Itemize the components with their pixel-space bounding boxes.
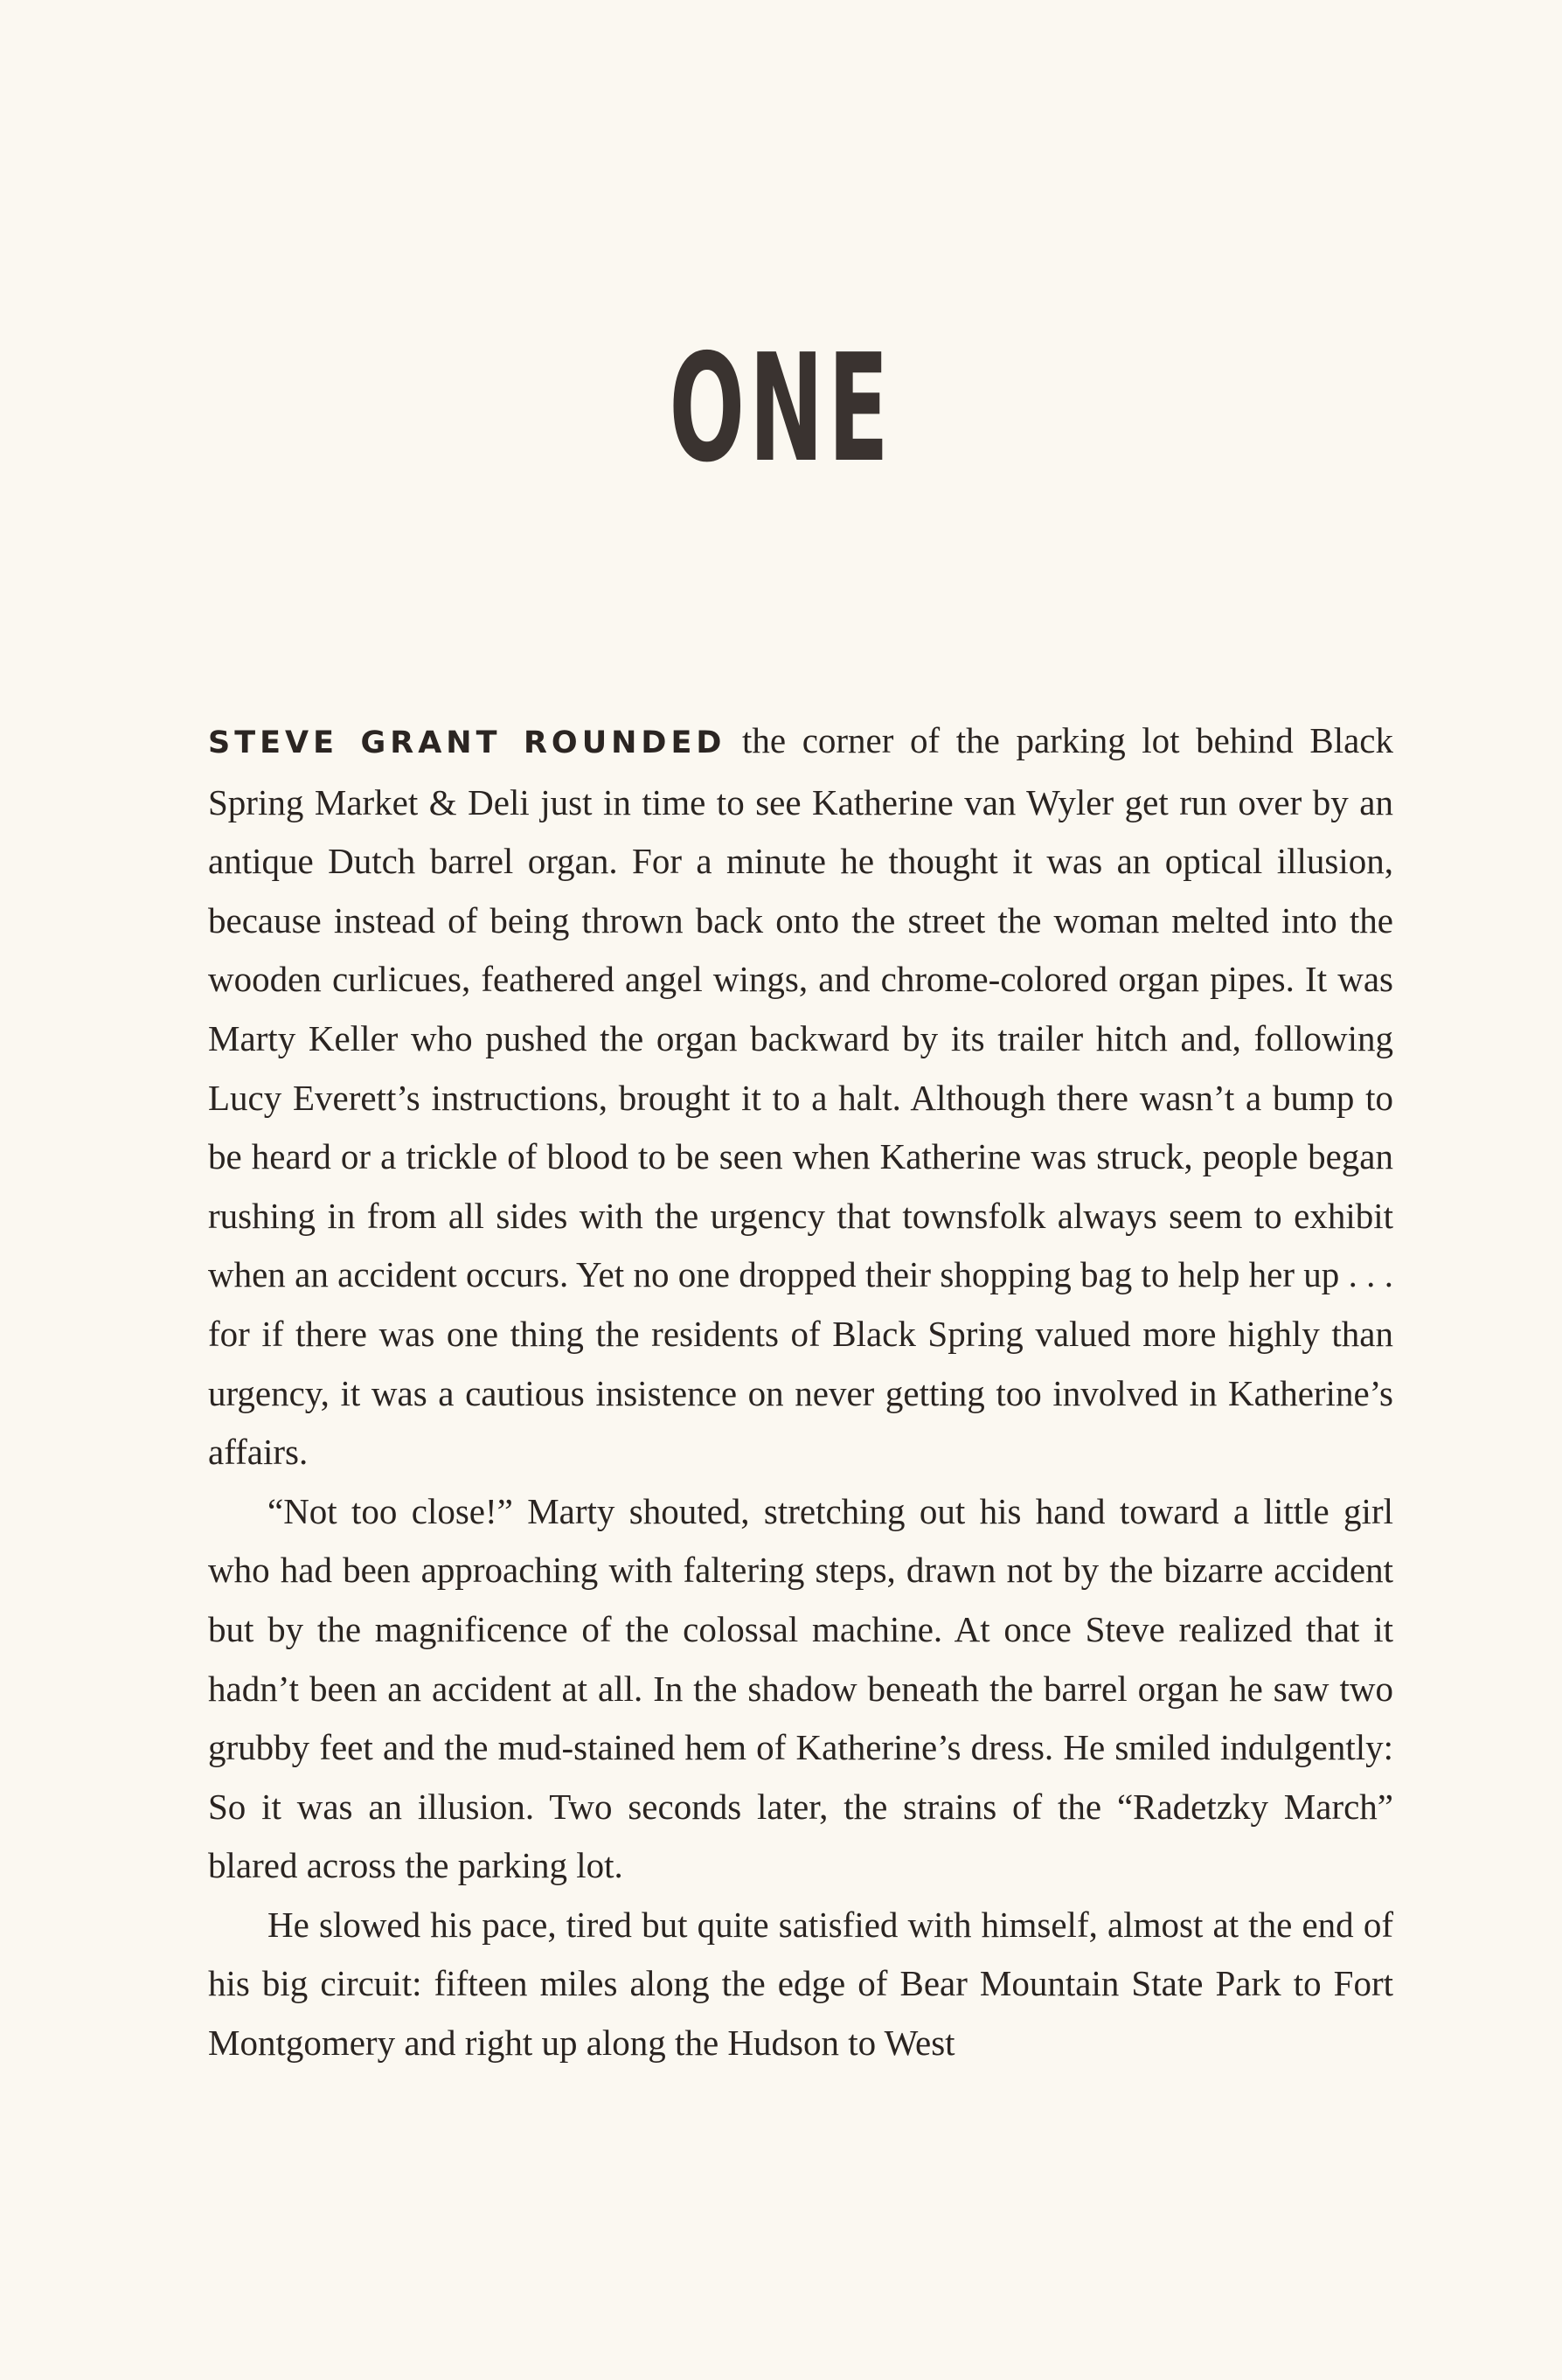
paragraph-3: He slowed his pace, tired but quite satisfied with himself, almost at the end of his big circuit: fifteen miles along the edge of Bear Mountain State Park to Fort Montgomery and right up along the Hudson to West <box>208 1904 1393 2064</box>
lead-in-small-caps: STEVE GRANT ROUNDED <box>208 725 726 760</box>
paragraph-2: “Not too close!” Marty shouted, stretching out his hand toward a little girl who had been approaching with faltering steps, drawn not by the bizarre accident but by the magnificence of the colossal machine. At once Steve realized that it hadn’t been an accident at all. In the shadow beneath the barrel organ he saw two grubby feet and the mud-stained hem of Katherine’s dress. He smiled indulgently: So it was an illusion. Two seconds later, the strains of the “Radetzky March” blared across the parking lot. <box>208 1490 1393 1886</box>
paragraph-1-text: the corner of the parking lot behind Black Spring Market & Deli just in time to see Katherine van Wyler get run over by an antique Dutch barrel organ. For a minute he thought it was an optical illusion, because instead of being thrown back onto the street the woman melted into the wooden curlicues, feathered angel wings, and chrome-colored organ pipes. It was Marty Keller who pushed the organ backward by its trailer hitch and, following Lucy Everett’s instructions, brought it to a halt. Although there wasn’t a bump to be heard or a trickle of blood to be seen when Katherine was struck, people began rushing in from all sides with the urgency that townsfolk always seem to exhibit when an accident occurs. Yet no one dropped their shopping bag to help her up . . . for if there was one thing the residents of Black Spring valued more highly than urgency, it was a cautious insistence on never getting too involved in Katherine’s affairs. <box>208 720 1393 1473</box>
chapter-title: ONE <box>669 323 893 496</box>
chapter-body <box>208 711 1393 2073</box>
paragraph-1 <box>208 711 1393 1482</box>
